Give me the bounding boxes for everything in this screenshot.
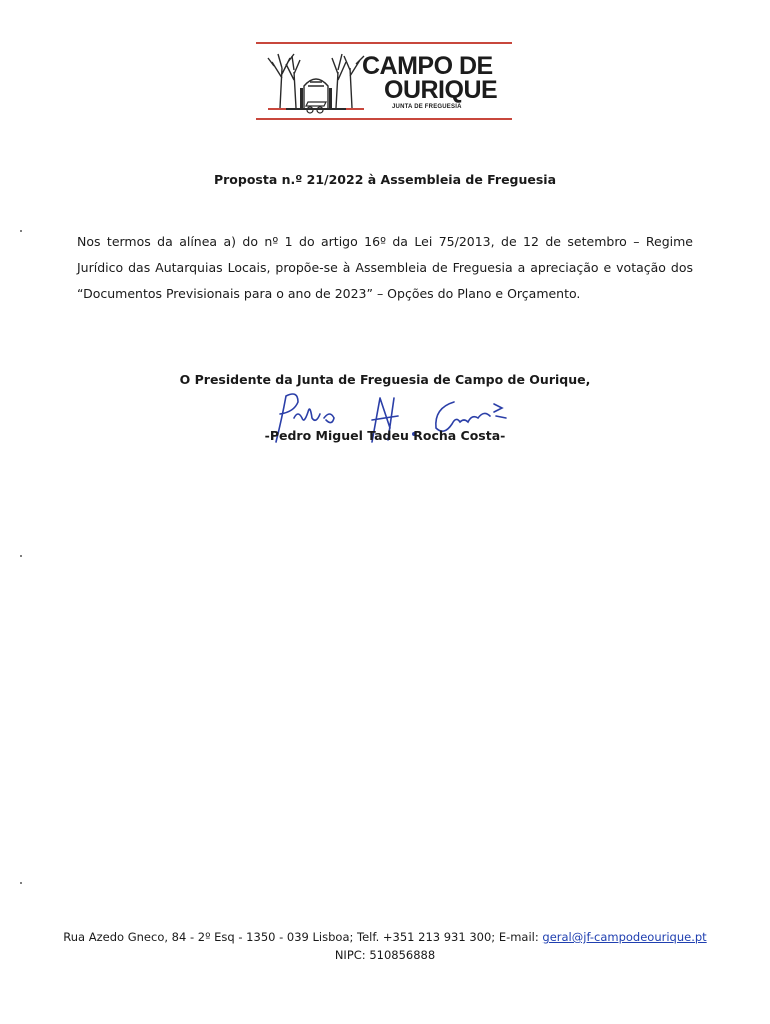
signer-name: -Pedro Miguel Tadeu Rocha Costa-	[264, 428, 506, 443]
scan-speck	[20, 230, 22, 232]
closing-line: O Presidente da Junta de Freguesia de Campo de Ourique,	[179, 372, 591, 387]
document-title: Proposta n.º 21/2022 à Assembleia de Freguesia	[213, 172, 557, 187]
brand-name-line1: CAMPO DE	[362, 52, 493, 80]
logo-bottom-rule	[256, 118, 512, 120]
footer-address-line	[0, 928, 770, 946]
footer-nipc: NIPC: 510856888	[334, 948, 436, 962]
brand-subtitle: JUNTA DE FREGUESIA	[392, 104, 462, 110]
brand-name-line2: OURIQUE	[384, 76, 498, 104]
trees-arch-emblem	[266, 48, 366, 114]
scan-speck	[20, 882, 22, 884]
institution-logo	[256, 42, 512, 120]
document-body: Nos termos da alínea a) do nº 1 do artigo 16º da Lei 75/2013, de 12 de setembro – Regime Jurídico das Autarquias Locais, propõe-se à Assembleia de Freguesia a apreciação e votação dos “Documentos Previsionais para o ano de 2023” – Opções do Plano e Orçamento.	[77, 234, 693, 301]
footer-email-link[interactable]: geral@jf-campodeourique.pt	[542, 930, 707, 944]
scan-speck	[20, 555, 22, 557]
footer-address: Rua Azedo Gneco, 84 - 2º Esq - 1350 - 039 Lisboa; Telf. +351 213 931 300; E-mail:	[63, 930, 543, 944]
page-footer	[0, 928, 770, 964]
logo-top-rule	[256, 42, 512, 44]
